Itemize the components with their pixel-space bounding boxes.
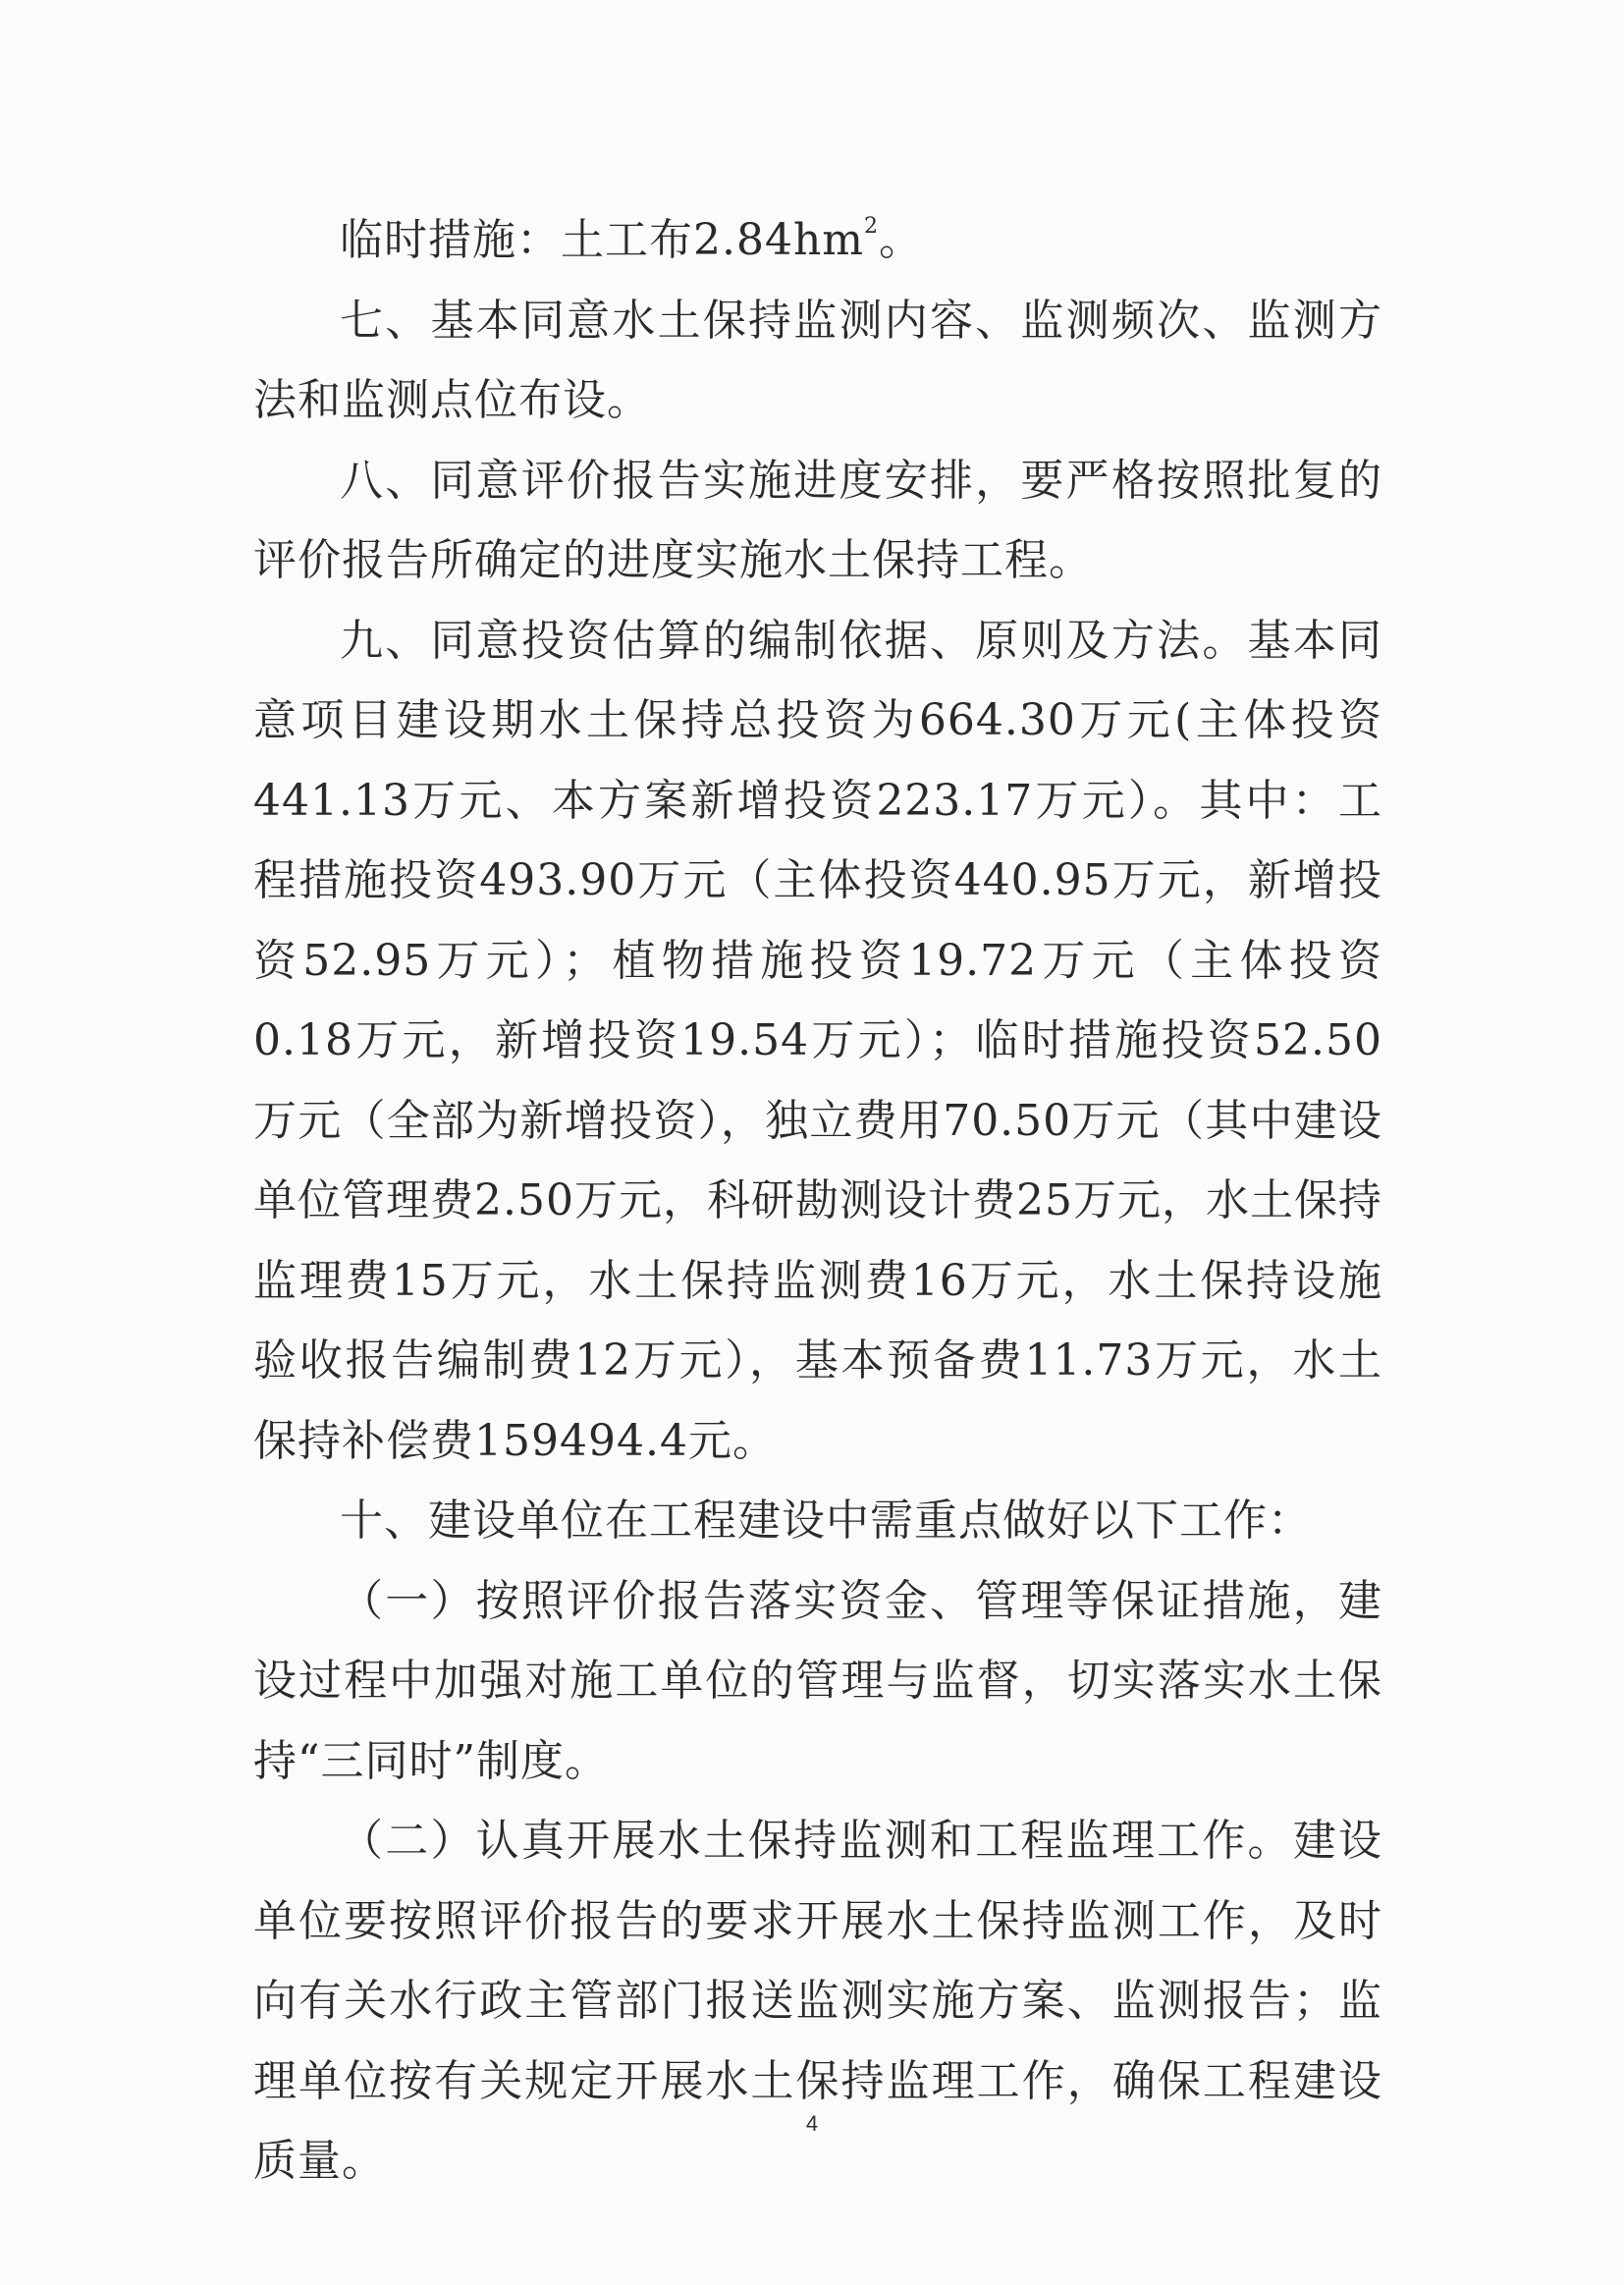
paragraph-text: 临时措施：土工布2.84hm <box>340 215 865 265</box>
paragraph-temporary-measures <box>253 200 1382 281</box>
paragraph-item-10: 十、建设单位在工程建设中需重点做好以下工作： <box>340 1496 1312 1546</box>
paragraph-sub-2: （二）认真开展水土保持监测和工程监理工作。建设单位要按照评价报告的要求开展水土保持监测工作，及时向有关水行政主管部门报送监测实施方案、监测报告；监理单位按有关规定开展水土保持监理工作，确保工程建设质量。 <box>253 1816 1382 2186</box>
superscript: 2 <box>864 214 880 239</box>
paragraph-tail: 。 <box>879 215 924 265</box>
paragraph-item-9: 九、同意投资估算的编制依据、原则及方法。基本同意项目建设期水土保持总投资为664.30万元(主体投资441.13万元、本方案新增投资223.17万元）。其中：工程措施投资493.90万元（主体投资440.95万元，新增投资52.95万元）；植物措施投资19.72万元（主体投资0.18万元，新增投资19.54万元）；临时措施投资52.50万元（全部为新增投资），独立费用70.50万元（其中建设单位管理费2.50万元，科研勘测设计费25万元，水土保持监理费15万元，水土保持监测费16万元，水土保持设施验收报告编制费12万元），基本预备费11.73万元，水土保持补偿费159494.4元。 <box>253 615 1382 1466</box>
paragraph-sub-1: （一）按照评价报告落实资金、管理等保证措施，建设过程中加强对施工单位的管理与监督，切实落实水土保持“三同时”制度。 <box>253 1575 1382 1786</box>
document-body <box>253 200 1382 2202</box>
paragraph-item-8: 八、同意评价报告实施进度安排，要严格按照批复的评价报告所确定的进度实施水土保持工程。 <box>253 455 1382 585</box>
page-number: 4 <box>805 2111 819 2136</box>
paragraph-item-7: 七、基本同意水土保持监测内容、监测频次、监测方法和监测点位布设。 <box>253 295 1382 425</box>
